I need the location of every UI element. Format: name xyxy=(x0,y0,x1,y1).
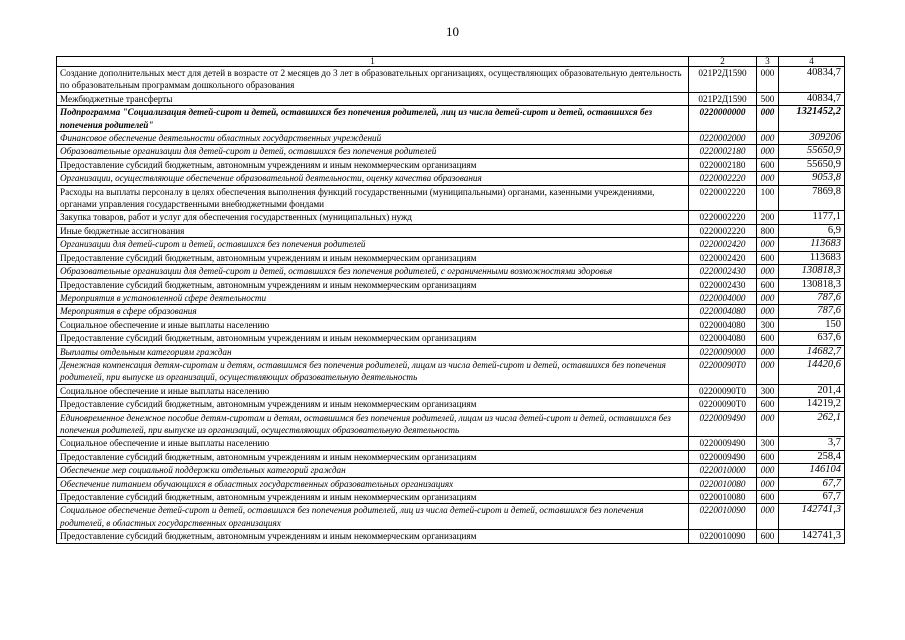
row-code: 0220002430 xyxy=(689,278,757,291)
row-name: Предоставление субсидий бюджетным, автономным учреждениям и иным некоммерческим организациям xyxy=(57,450,689,463)
row-vr: 000 xyxy=(757,132,779,145)
row-sum: 3,7 xyxy=(779,437,845,450)
row-name: Предоставление субсидий бюджетным, автономным учреждениям и иным некоммерческим организациям xyxy=(57,158,689,171)
row-vr: 600 xyxy=(757,450,779,463)
row-vr: 200 xyxy=(757,211,779,224)
row-vr: 500 xyxy=(757,92,779,105)
row-code: 0220010090 xyxy=(689,504,757,530)
row-sum: 637,6 xyxy=(779,332,845,345)
row-vr: 000 xyxy=(757,358,779,384)
row-code: 02200090Т0 xyxy=(689,398,757,411)
row-sum: 787,6 xyxy=(779,291,845,304)
row-code: 0220002420 xyxy=(689,251,757,264)
table-row xyxy=(57,265,845,278)
row-name: Денежная компенсация детям-сиротам и детям, оставшимся без попечения родителей, лицам из числа детей-сирот и детей, оставшихся без попечения родителей, при выпуске из организаций, осуществляющих образовательную деятельность xyxy=(57,358,689,384)
row-sum: 113683 xyxy=(779,238,845,251)
row-name: Образовательные организации для детей-сирот и детей, оставшихся без попечения родителей, с ограниченными возможностями здоровья xyxy=(57,265,689,278)
table-row xyxy=(57,398,845,411)
row-code: 021Р2Д1590 xyxy=(689,67,757,93)
row-name: Социальное обеспечение детей-сирот и детей, оставшихся без попечения родителей, лиц из числа детей-сирот и детей, оставшихся без попечения родителей, в областных государственных организациях xyxy=(57,504,689,530)
budget-table xyxy=(56,56,845,544)
row-code: 0220002220 xyxy=(689,224,757,237)
row-vr: 600 xyxy=(757,158,779,171)
row-vr: 000 xyxy=(757,504,779,530)
row-code: 0220010090 xyxy=(689,530,757,543)
row-vr: 800 xyxy=(757,224,779,237)
row-sum: 142741,3 xyxy=(779,504,845,530)
row-sum: 150 xyxy=(779,318,845,331)
row-sum: 142741,3 xyxy=(779,530,845,543)
row-name: Предоставление субсидий бюджетным, автономным учреждениям и иным некоммерческим организациям xyxy=(57,398,689,411)
row-sum: 1321452,2 xyxy=(779,106,845,132)
row-name: Предоставление субсидий бюджетным, автономным учреждениям и иным некоммерческим организациям xyxy=(57,251,689,264)
row-code: 0220002420 xyxy=(689,238,757,251)
table-row xyxy=(57,477,845,490)
row-name: Организации для детей-сирот и детей, оставшихся без попечения родителей xyxy=(57,238,689,251)
row-code: 0220002220 xyxy=(689,211,757,224)
row-code: 0220004080 xyxy=(689,318,757,331)
row-vr: 600 xyxy=(757,332,779,345)
row-name: Подпрограмма "Социализация детей-сирот и детей, оставшихся без попечения родителей, лиц из числа детей-сирот и детей, оставшихся без попечения родителей" xyxy=(57,106,689,132)
row-name: Расходы на выплаты персоналу в целях обеспечения выполнения функций государственными (муниципальными) органами, казенными учреждениями, органами управления государственными внебюджетными фондами xyxy=(57,185,689,211)
row-sum: 7869,8 xyxy=(779,185,845,211)
row-sum: 130818,3 xyxy=(779,265,845,278)
row-code: 0220002180 xyxy=(689,158,757,171)
header-col-code: 2 xyxy=(689,57,757,67)
table-row xyxy=(57,305,845,318)
table-row xyxy=(57,92,845,105)
row-vr: 000 xyxy=(757,67,779,93)
table-row xyxy=(57,384,845,397)
row-sum: 40834,7 xyxy=(779,92,845,105)
row-vr: 300 xyxy=(757,437,779,450)
table-row xyxy=(57,172,845,185)
row-vr: 000 xyxy=(757,411,779,437)
table-row xyxy=(57,211,845,224)
table-row xyxy=(57,132,845,145)
row-code: 0220004080 xyxy=(689,332,757,345)
row-sum: 55650,9 xyxy=(779,145,845,158)
row-code: 021Р2Д1590 xyxy=(689,92,757,105)
table-row xyxy=(57,504,845,530)
row-code: 0220002180 xyxy=(689,145,757,158)
row-vr: 000 xyxy=(757,265,779,278)
row-name: Финансовое обеспечение деятельности областных государственных учреждений xyxy=(57,132,689,145)
row-vr: 000 xyxy=(757,145,779,158)
table-header-row xyxy=(57,57,845,67)
row-code: 0220002220 xyxy=(689,172,757,185)
row-sum: 130818,3 xyxy=(779,278,845,291)
row-name: Предоставление субсидий бюджетным, автономным учреждениям и иным некоммерческим организациям xyxy=(57,332,689,345)
table-row xyxy=(57,332,845,345)
table-row xyxy=(57,106,845,132)
table-row xyxy=(57,450,845,463)
header-col-name: 1 xyxy=(57,57,689,67)
table-row xyxy=(57,345,845,358)
table-row xyxy=(57,158,845,171)
row-vr: 600 xyxy=(757,278,779,291)
row-code: 0220009000 xyxy=(689,345,757,358)
row-vr: 300 xyxy=(757,384,779,397)
row-sum: 787,6 xyxy=(779,305,845,318)
row-vr: 000 xyxy=(757,106,779,132)
row-vr: 000 xyxy=(757,291,779,304)
table-row xyxy=(57,145,845,158)
table-row xyxy=(57,491,845,504)
table-row xyxy=(57,411,845,437)
row-name: Мероприятия в установленной сфере деятельности xyxy=(57,291,689,304)
row-sum: 1177,1 xyxy=(779,211,845,224)
row-vr: 000 xyxy=(757,238,779,251)
row-vr: 600 xyxy=(757,251,779,264)
row-name: Социальное обеспечение и иные выплаты населению xyxy=(57,384,689,397)
row-vr: 600 xyxy=(757,398,779,411)
row-name: Предоставление субсидий бюджетным, автономным учреждениям и иным некоммерческим организациям xyxy=(57,491,689,504)
row-vr: 600 xyxy=(757,491,779,504)
row-vr: 000 xyxy=(757,172,779,185)
table-row xyxy=(57,251,845,264)
row-sum: 113683 xyxy=(779,251,845,264)
row-sum: 309206 xyxy=(779,132,845,145)
header-col-vr: 3 xyxy=(757,57,779,67)
row-code: 0220009490 xyxy=(689,450,757,463)
row-name: Обеспечение питанием обучающихся в областных государственных образовательных организациях xyxy=(57,477,689,490)
table-row xyxy=(57,278,845,291)
row-name: Предоставление субсидий бюджетным, автономным учреждениям и иным некоммерческим организациям xyxy=(57,278,689,291)
table-row xyxy=(57,318,845,331)
row-code: 0220002000 xyxy=(689,132,757,145)
table-row xyxy=(57,464,845,477)
row-name: Социальное обеспечение и иные выплаты населению xyxy=(57,437,689,450)
header-col-sum: 4 xyxy=(779,57,845,67)
row-sum: 201,4 xyxy=(779,384,845,397)
row-name: Закупка товаров, работ и услуг для обеспечения государственных (муниципальных) нужд xyxy=(57,211,689,224)
row-name: Создание дополнительных мест для детей в возрасте от 2 месяцев до 3 лет в образовательных организациях, осуществляющих образовательную деятельность по образовательным программам дошкольного образования xyxy=(57,67,689,93)
table-row xyxy=(57,185,845,211)
row-code: 0220009490 xyxy=(689,437,757,450)
table-row xyxy=(57,530,845,543)
row-code: 0220010080 xyxy=(689,491,757,504)
row-sum: 6,9 xyxy=(779,224,845,237)
row-name: Единовременное денежное пособие детям-сиротам и детям, оставшимся без попечения родителей, лицам из числа детей-сирот и детей, оставшихся без попечения родителей, при выпуске из организаций, осуществляющих образовательную деятельность xyxy=(57,411,689,437)
row-sum: 9053,8 xyxy=(779,172,845,185)
row-sum: 40834,7 xyxy=(779,67,845,93)
row-sum: 55650,9 xyxy=(779,158,845,171)
row-name: Обеспечение мер социальной поддержки отдельных категорий граждан xyxy=(57,464,689,477)
row-name: Выплаты отдельным категориям граждан xyxy=(57,345,689,358)
row-code: 0220010080 xyxy=(689,477,757,490)
row-name: Организации, осуществляющие обеспечение образовательной деятельности, оценку качества образования xyxy=(57,172,689,185)
row-vr: 300 xyxy=(757,318,779,331)
row-vr: 000 xyxy=(757,345,779,358)
row-sum: 262,1 xyxy=(779,411,845,437)
row-vr: 600 xyxy=(757,530,779,543)
row-sum: 258,4 xyxy=(779,450,845,463)
row-name: Мероприятия в сфере образования xyxy=(57,305,689,318)
table-row xyxy=(57,238,845,251)
table-row xyxy=(57,291,845,304)
table-row xyxy=(57,224,845,237)
row-sum: 67,7 xyxy=(779,491,845,504)
row-sum: 14420,6 xyxy=(779,358,845,384)
row-code: 0220004080 xyxy=(689,305,757,318)
row-code: 02200090Т0 xyxy=(689,384,757,397)
table-row xyxy=(57,437,845,450)
row-code: 0220000000 xyxy=(689,106,757,132)
row-sum: 14682,7 xyxy=(779,345,845,358)
page-number: 10 xyxy=(446,24,459,39)
row-sum: 146104 xyxy=(779,464,845,477)
row-code: 0220004000 xyxy=(689,291,757,304)
row-name: Межбюджетные трансферты xyxy=(57,92,689,105)
row-code: 02200090Т0 xyxy=(689,358,757,384)
row-code: 0220002220 xyxy=(689,185,757,211)
row-vr: 000 xyxy=(757,477,779,490)
table-row xyxy=(57,67,845,93)
row-code: 0220002430 xyxy=(689,265,757,278)
row-name: Предоставление субсидий бюджетным, автономным учреждениям и иным некоммерческим организациям xyxy=(57,530,689,543)
row-sum: 14219,2 xyxy=(779,398,845,411)
row-vr: 000 xyxy=(757,305,779,318)
row-code: 0220010000 xyxy=(689,464,757,477)
row-vr: 000 xyxy=(757,464,779,477)
table-row xyxy=(57,358,845,384)
row-sum: 67,7 xyxy=(779,477,845,490)
row-name: Образовательные организации для детей-сирот и детей, оставшихся без попечения родителей xyxy=(57,145,689,158)
row-vr: 100 xyxy=(757,185,779,211)
row-name: Иные бюджетные ассигнования xyxy=(57,224,689,237)
row-name: Социальное обеспечение и иные выплаты населению xyxy=(57,318,689,331)
row-code: 0220009490 xyxy=(689,411,757,437)
